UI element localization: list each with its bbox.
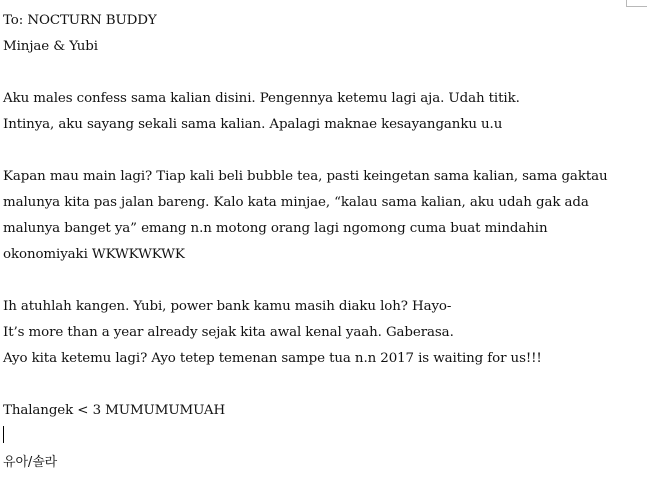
- page-corner-marker: [626, 0, 647, 7]
- recipient-names-line: Minjae & Yubi: [3, 39, 98, 54]
- paragraph-1-line-1: Aku males confess sama kalian disini. Pengennya ketemu lagi aja. Udah titik.: [3, 91, 520, 106]
- paragraph-2-line-3: malunya banget ya” emang n.n motong orang lagi ngomong cuma buat mindahin: [3, 221, 548, 236]
- blank-line: [3, 372, 643, 398]
- cursor-line[interactable]: [3, 424, 643, 450]
- signature-line: 유아/솔라: [3, 455, 58, 470]
- blank-line: [3, 138, 643, 164]
- paragraph-3-line-3: Ayo kita ketemu lagi? Ayo tetep temenan sampe tua n.n 2017 is waiting for us!!!: [3, 351, 542, 366]
- blank-line: [3, 60, 643, 86]
- blank-line: [3, 268, 643, 294]
- paragraph-2-line-4: okonomiyaki WKWKWKWK: [3, 247, 185, 262]
- paragraph-3-line-1: Ih atuhlah kangen. Yubi, power bank kamu masih diaku loh? Hayo-: [3, 299, 452, 314]
- paragraph-1-line-2: Intinya, aku sayang sekali sama kalian. Apalagi maknae kesayanganku u.u: [3, 117, 503, 132]
- to-line: To: NOCTURN BUDDY: [3, 13, 157, 28]
- paragraph-2-line-1: Kapan mau main lagi? Tiap kali beli bubble tea, pasti keingetan sama kalian, sama gaktau: [3, 169, 608, 184]
- closing-line: Thalangek < 3 MUMUMUMUAH: [3, 403, 226, 418]
- paragraph-2-line-2: malunya kita pas jalan bareng. Kalo kata minjae, “kalau sama kalian, aku udah gak ada: [3, 195, 589, 210]
- paragraph-3-line-2: It’s more than a year already sejak kita awal kenal yaah. Gaberasa.: [3, 325, 454, 340]
- document-text-body[interactable]: [3, 8, 643, 476]
- text-cursor: [3, 426, 4, 443]
